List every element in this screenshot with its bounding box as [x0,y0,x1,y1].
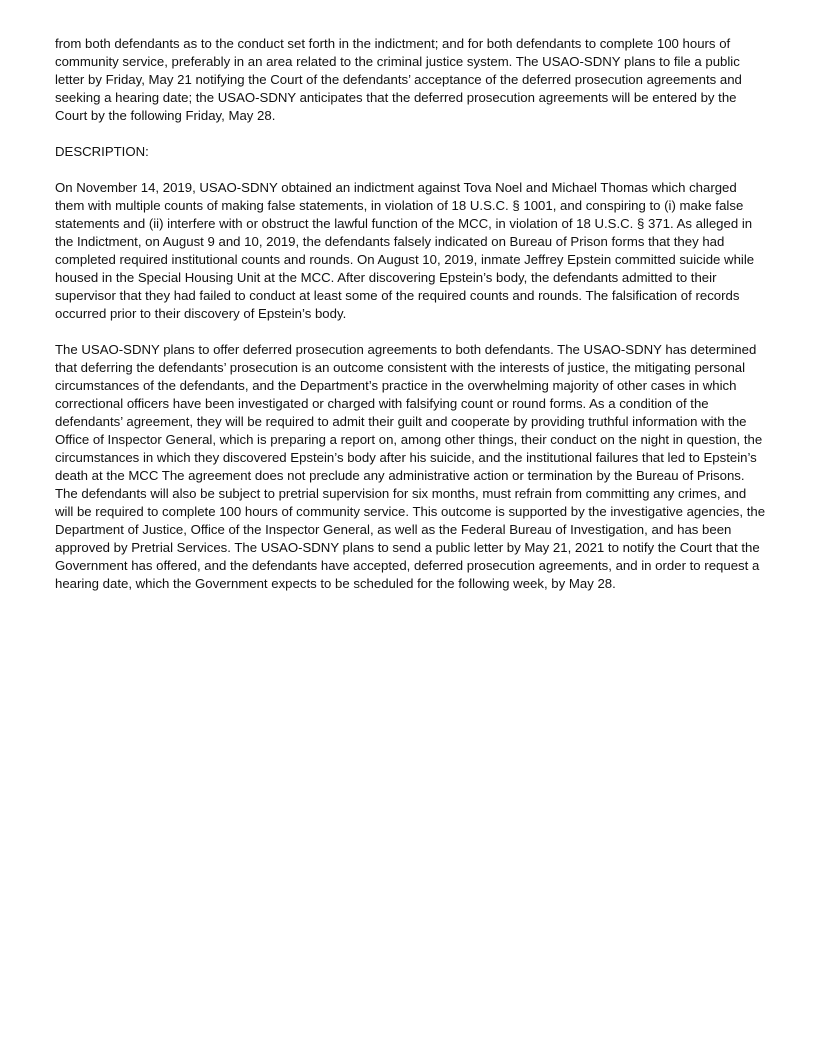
description-paragraph-2: The USAO-SDNY plans to offer deferred prosecution agreements to both defendants. The USAO-SDNY has determined that deferring the defendants’ prosecution is an outcome consistent with the interests of justice, the mitigating personal circumstances of the defendants, and the Department’s practice in the overwhelming majority of other cases in which correctional officers have been investigated or charged with falsifying count or round forms. As a condition of the defendants’ agreement, they will be required to admit their guilt and cooperate by providing truthful information with the Office of Inspector General, which is preparing a report on, among other things, their conduct on the night in question, the circumstances in which they discovered Epstein’s body after his suicide, and the institutional failures that led to Epstein’s death at the MCC The agreement does not preclude any administrative action or termination by the Bureau of Prisons. The defendants will also be subject to pretrial supervision for six months, must refrain from committing any crimes, and will be required to complete 100 hours of community service. This outcome is supported by the investigative agencies, the Department of Justice, Office of the Inspector General, as well as the Federal Bureau of Investigation, and has been approved by Pretrial Services. The USAO-SDNY plans to send a public letter by May 21, 2021 to notify the Court that the Government has offered, and the defendants have accepted, deferred prosecution agreements, and in order to request a hearing date, which the Government expects to be scheduled for the following week, by May 28. [55,342,766,591]
description-paragraph-1: On November 14, 2019, USAO-SDNY obtained an indictment against Tova Noel and Michael Thomas which charged them with multiple counts of making false statements, in violation of 18 U.S.C. § 1001, and conspiring to (i) make false statements and (ii) interfere with or obstruct the lawful function of the MCC, in violation of 18 U.S.C. § 371. As alleged in the Indictment, on August 9 and 10, 2019, the defendants falsely indicated on Bureau of Prison forms that they had completed required institutional counts and rounds. On August 10, 2019, inmate Jeffrey Epstein committed suicide while housed in the Special Housing Unit at the MCC. After discovering Epstein’s body, the defendants admitted to their supervisor that they had failed to conduct at least some of the required counts and rounds. The falsification of records occurred prior to their discovery of Epstein’s body. [55,180,755,321]
document-page [55,35,767,611]
intro-paragraph: from both defendants as to the conduct set forth in the indictment; and for both defendants to complete 100 hours of community service, preferably in an area related to the criminal justice system. The USAO-SDNY plans to file a public letter by Friday, May 21 notifying the Court of the defendants’ acceptance of the deferred prosecution agreements and seeking a hearing date; the USAO-SDNY anticipates that the deferred prosecution agreements will be entered by the Court by the following Friday, May 28. [55,36,742,123]
section-heading: DESCRIPTION: [55,144,149,159]
